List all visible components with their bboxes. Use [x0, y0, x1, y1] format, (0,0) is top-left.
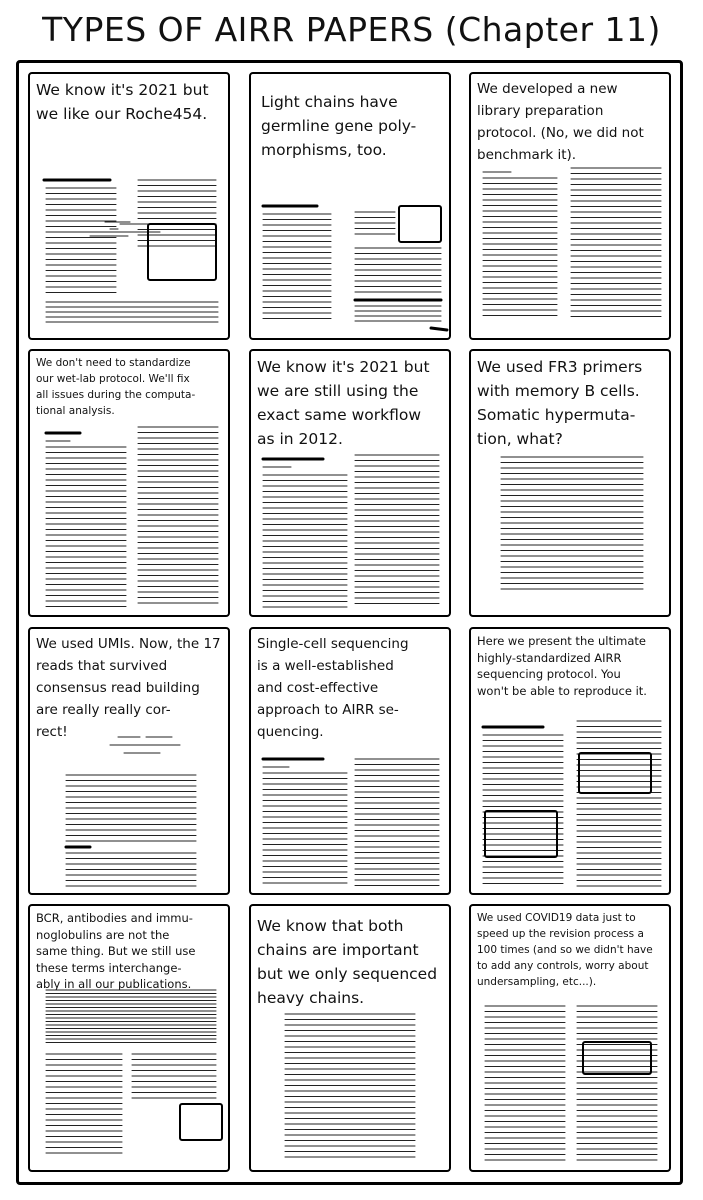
panel-single-cell	[249, 627, 451, 895]
figure-box	[399, 206, 441, 242]
panel-caption: We know it's 2021 but we like our Roche454.	[36, 81, 209, 123]
figure-box	[583, 1042, 651, 1074]
paper-illustration	[471, 74, 671, 340]
paper-illustration	[251, 906, 451, 1172]
paper-illustration	[30, 74, 230, 340]
panel-umis	[28, 627, 230, 895]
panel-fr3-primers	[469, 349, 671, 617]
panel-heavy-chains	[249, 904, 451, 1172]
panel-roche454	[28, 72, 230, 340]
panel-bcr-terms	[28, 904, 230, 1172]
paper-illustration	[251, 74, 451, 340]
panel-caption: We know it's 2021 but we are still using the exact same workflow as in 2012.	[257, 358, 430, 448]
panel-caption: We know that both chains are important but we only sequenced heavy chains.	[257, 917, 438, 1007]
paper-illustration	[30, 906, 230, 1172]
paper-illustration	[251, 629, 451, 895]
panel-caption: Light chains have germline gene poly- morphisms, too.	[261, 93, 417, 159]
paper-illustration	[30, 629, 230, 895]
paper-illustration	[471, 629, 671, 895]
heading-bar	[431, 328, 447, 330]
panel-workflow-2012	[249, 349, 451, 617]
paper-illustration	[251, 351, 451, 617]
panel-ultimate-protocol	[469, 627, 671, 895]
panel-caption: We used COVID19 data just to speed up the revision process a 100 times (and so we didn't have to add any controls, worry about undersampling, etc...).	[477, 912, 653, 988]
panel-caption: BCR, antibodies and immu- noglobulins are not the same thing. But we still use these terms interchange- ably in all our publications.	[36, 911, 196, 991]
panel-wet-lab	[28, 349, 230, 617]
panel-caption: We used FR3 primers with memory B cells. Somatic hypermuta- tion, what?	[477, 358, 643, 448]
panel-caption: We used UMIs. Now, the 17 reads that survived consensus read building are really really cor- rect!	[36, 636, 221, 740]
panel-caption: Here we present the ultimate highly-standardized AIRR sequencing protocol. You won't be able to reproduce it.	[477, 634, 647, 698]
panel-library-prep	[469, 72, 671, 340]
comic-title: TYPES OF AIRR PAPERS (Chapter 11)	[42, 10, 661, 49]
panel-covid19	[469, 904, 671, 1172]
paper-illustration	[471, 906, 671, 1172]
panel-caption: We don't need to standardize our wet-lab protocol. We'll fix all issues during the computa- tional analysis.	[36, 357, 196, 417]
paper-illustration	[471, 351, 671, 617]
panel-caption: Single-cell sequencing is a well-established and cost-effective approach to AIRR se- quencing.	[257, 636, 409, 740]
figure-box	[180, 1104, 222, 1140]
paper-illustration	[30, 351, 230, 617]
panel-light-chains	[249, 72, 451, 340]
panel-caption: We developed a new library preparation protocol. (No, we did not benchmark it).	[477, 81, 644, 163]
